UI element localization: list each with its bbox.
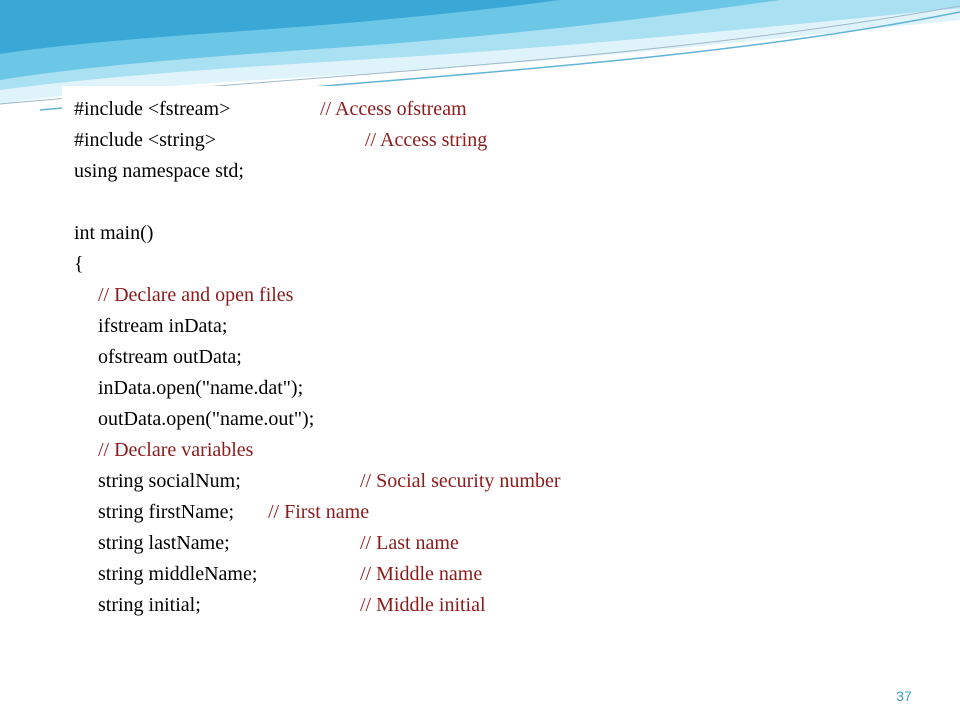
code-line xyxy=(62,496,370,528)
code-line xyxy=(62,93,467,125)
code-line xyxy=(62,279,294,311)
code-line xyxy=(62,248,82,280)
code-text: #include <string> xyxy=(74,129,216,151)
code-text: using namespace std; xyxy=(74,160,244,182)
code-line xyxy=(62,124,488,156)
code-content-area xyxy=(62,86,888,662)
code-text: { xyxy=(74,253,84,275)
code-line xyxy=(62,465,561,497)
code-line xyxy=(62,310,228,342)
code-text: #include <fstream> xyxy=(74,98,231,120)
comment-text: // Middle name xyxy=(360,563,483,585)
code-line xyxy=(62,372,304,404)
page-number: 37 xyxy=(896,688,912,704)
code-line xyxy=(62,341,242,373)
comment-text: // Last name xyxy=(360,532,459,554)
comment-text: // Declare variables xyxy=(98,439,254,461)
code-text: inData.open("name.dat"); xyxy=(98,377,304,399)
code-text: string middleName; xyxy=(98,563,258,585)
comment-text: // Access ofstream xyxy=(320,98,467,120)
comment-text: // Declare and open files xyxy=(98,284,294,306)
code-line xyxy=(62,589,486,621)
comment-text: // Middle initial xyxy=(360,594,486,616)
code-text: string socialNum; xyxy=(98,470,241,492)
code-text: ifstream inData; xyxy=(98,315,228,337)
comment-text: // Access string xyxy=(365,129,488,151)
code-text: string initial; xyxy=(98,594,201,616)
code-line xyxy=(62,217,154,249)
code-text: string firstName; xyxy=(98,501,235,523)
code-text: string lastName; xyxy=(98,532,230,554)
comment-text: // Social security number xyxy=(360,470,561,492)
code-line xyxy=(62,527,459,559)
code-line xyxy=(62,558,483,590)
code-line xyxy=(62,403,315,435)
code-text: outData.open("name.out"); xyxy=(98,408,315,430)
code-line xyxy=(62,434,254,466)
code-line xyxy=(62,155,244,187)
code-text: int main() xyxy=(74,222,154,244)
code-text: ofstream outData; xyxy=(98,346,242,368)
comment-text: // First name xyxy=(268,501,370,523)
